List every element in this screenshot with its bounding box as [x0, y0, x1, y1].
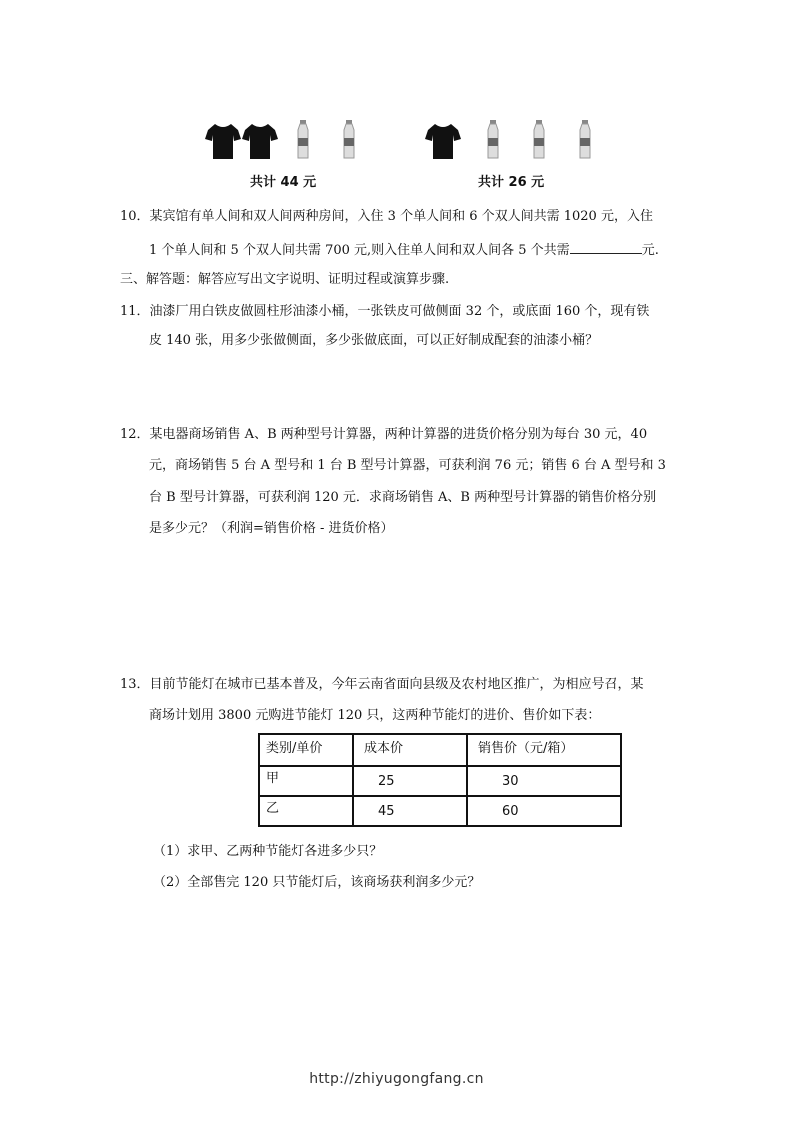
q13-line2: 商场计划用 3800 元购进节能灯 120 只，这两种节能灯的进价、售价如下表： [149, 708, 601, 723]
q12-line2: 元，商场销售 5 台 A 型号和 1 台 B 型号计算器，可获利润 76 元；销售 6 台 A 型号和 3 [149, 458, 666, 473]
water-bottle-icon [342, 120, 356, 160]
q13-line1: 13．目前节能灯在城市已基本普及，今年云南省面向县级及农村地区推广，为相应号召，某 [120, 677, 644, 692]
figure-right-group [420, 118, 600, 166]
price-table [258, 733, 622, 827]
table-cell: 30 [467, 766, 621, 796]
figure-right-caption: 共计 26 元 [478, 175, 545, 190]
q13-sub2: （2）全部售完 120 只节能灯后，该商场获利润多少元？ [153, 875, 481, 890]
table-row [259, 766, 621, 796]
water-bottle-icon [578, 120, 592, 160]
water-bottle-icon [532, 120, 546, 160]
figure-left-caption: 共计 44 元 [250, 175, 317, 190]
footer-url[interactable]: http://zhiyugongfang.cn [309, 1071, 484, 1087]
table-cell: 甲 [259, 766, 353, 796]
table-cell: 60 [467, 796, 621, 826]
q10-line1: 10．某宾馆有单人间和双人间两种房间，入住 3 个单人间和 6 个双人间共需 1020 元，入住 [120, 209, 653, 224]
q10-line2-text: 1 个单人间和 5 个双人间共需 700 元,则入住单人间和双人间各 5 个共需 [149, 243, 570, 258]
section3-heading: 三、解答题：解答应写出文字说明、证明过程或演算步骤. [120, 272, 450, 287]
tshirt-icon [205, 122, 241, 160]
answer-blank [570, 241, 642, 254]
water-bottle-icon [486, 120, 500, 160]
table-header-row [259, 734, 621, 766]
q11-line2: 皮 140 张，用多少张做侧面，多少张做底面，可以正好制成配套的油漆小桶？ [149, 333, 599, 348]
q10-line2-end: 元. [641, 243, 659, 258]
q12-line3: 台 B 型号计算器，可获利润 120 元．求商场销售 A、B 两种型号计算器的销售价格分别 [149, 490, 657, 505]
q12-line1: 12．某电器商场销售 A、B 两种型号计算器，两种计算器的进货价格分别为每台 30 元，40 [120, 427, 648, 442]
water-bottle-icon [296, 120, 310, 160]
tshirt-icon [242, 122, 278, 160]
table-cell: 乙 [259, 796, 353, 826]
q13-sub1: （1）求甲、乙两种节能灯各进多少只？ [153, 844, 383, 859]
table-header-cell: 类别/单价 [259, 734, 353, 766]
q10-line2 [149, 241, 659, 259]
q12-line4: 是多少元？（利润=销售价格 - 进货价格） [149, 521, 394, 536]
table-cell: 45 [353, 796, 467, 826]
table-cell: 25 [353, 766, 467, 796]
figure-left-group [200, 118, 370, 166]
table-row [259, 796, 621, 826]
tshirt-icon [425, 122, 461, 160]
table-header-cell: 销售价（元/箱） [467, 734, 621, 766]
q11-line1: 11．油漆厂用白铁皮做圆柱形油漆小桶，一张铁皮可做侧面 32 个，或底面 160 个，现有铁 [120, 304, 650, 319]
table-header-cell: 成本价 [353, 734, 467, 766]
